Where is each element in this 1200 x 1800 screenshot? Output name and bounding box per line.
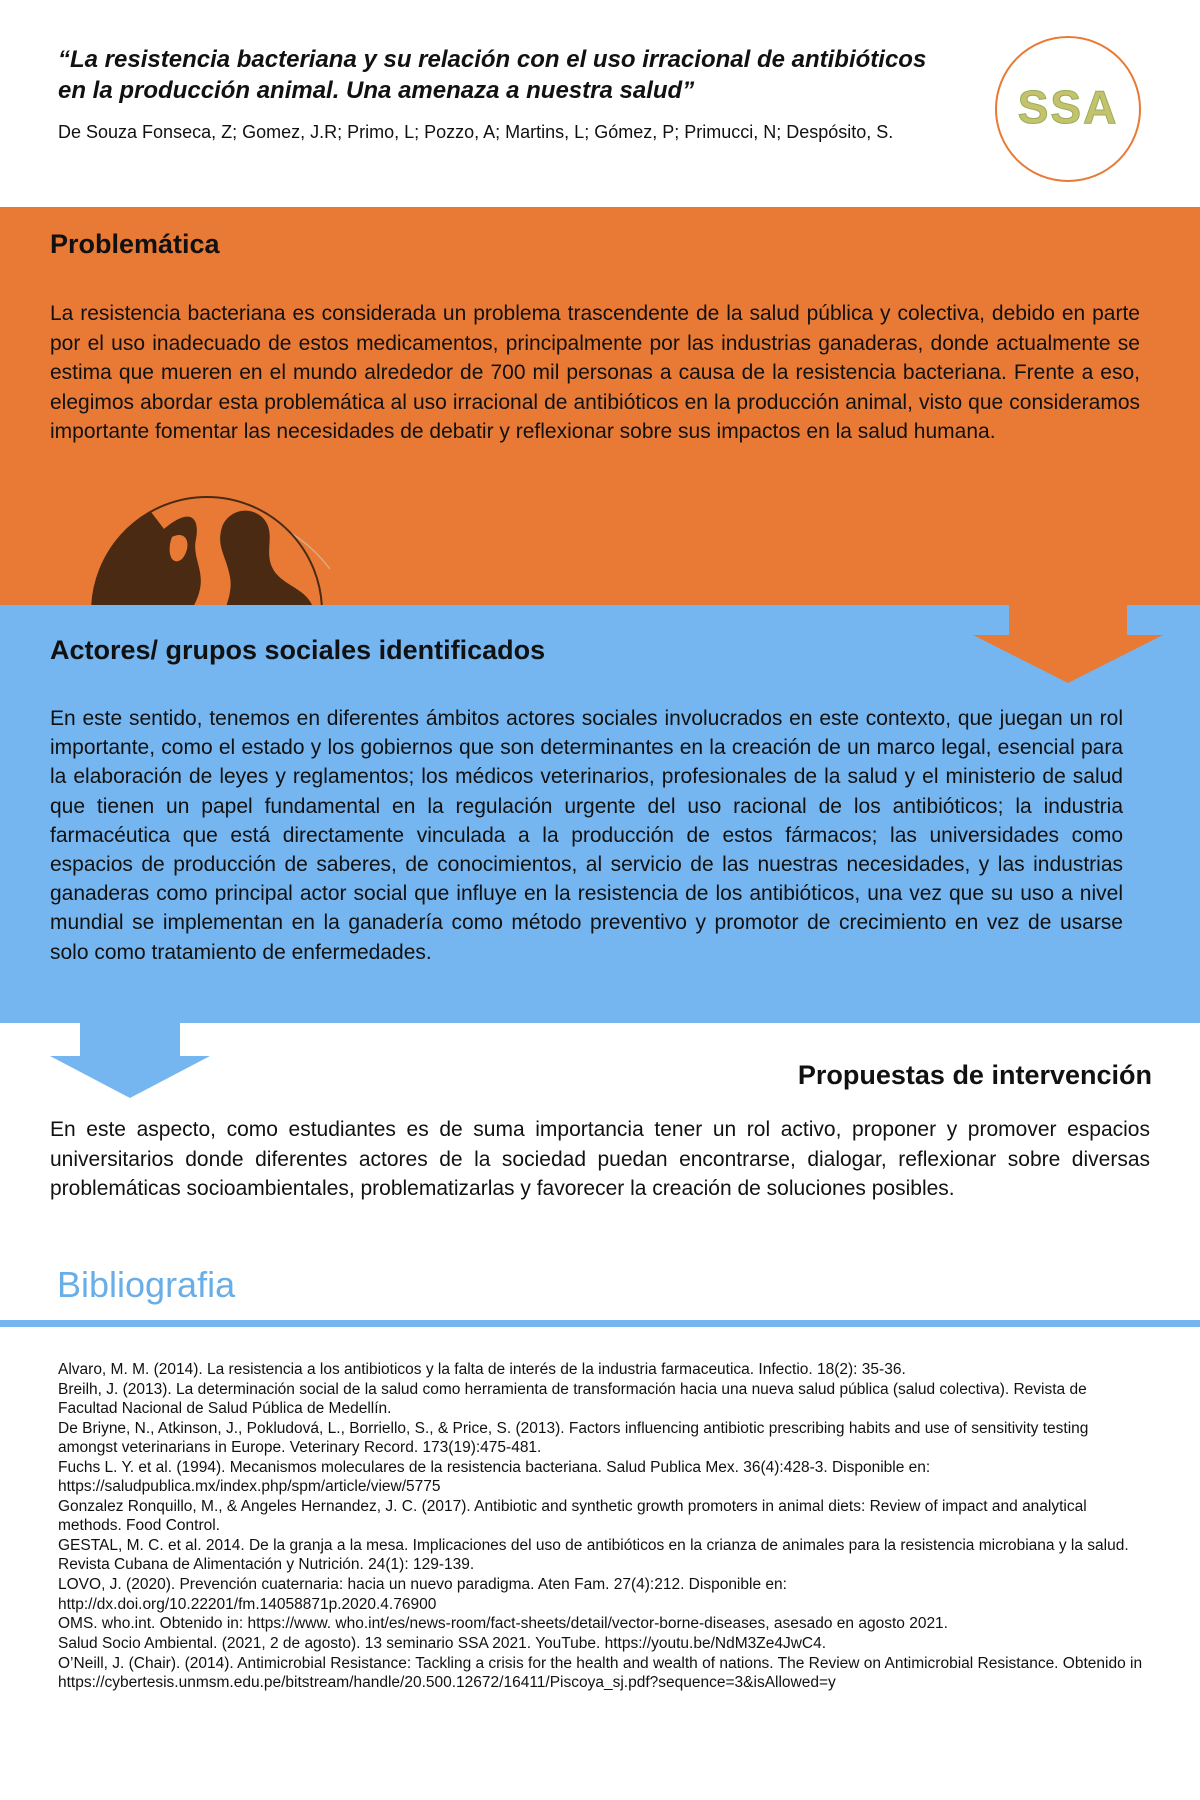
actores-title: Actores/ grupos sociales identificados <box>50 635 546 665</box>
ssa-logo <box>993 34 1143 184</box>
bibliography-item: Alvaro, M. M. (2014). La resistencia a los antibioticos y la falta de interés de la industria farmaceutica. Infectio. 18(2): 35-36. <box>58 1361 906 1378</box>
poster-title: “La resistencia bacteriana y su relación con el uso irracional de antibióticos en la producción animal. Una amenaza a nuestra salud” <box>58 46 927 104</box>
problematica-section <box>0 207 1200 605</box>
bibliography-item: De Briyne, N., Atkinson, J., Pokludová, L., Borriello, S., & Price, S. (2013). Factors influencing antibiotic prescribing habits and use of sensitivity testing amongst veterinarians in Europe. Veterinary Record. 173(19):475-481. <box>58 1419 1089 1457</box>
problematica-title: Problemática <box>50 229 220 259</box>
bibliography-item: OMS. who.int. Obtenido in: https://www. who.int/es/news-room/fact-sheets/detail/vector-borne-diseases, asesado en agosto 2021. <box>58 1615 948 1633</box>
bibliography-item: O’Neill, J. (Chair). (2014). Antimicrobial Resistance: Tackling a crisis for the health and wealth of nations. The Review on Antimicrobial Resistance. Obtenido in https://cybertesis.unmsm.edu.pe/bitstream/handle/20.500.12672/16411/Piscoya_sj.pdf?sequence=3&isAllowed=y <box>58 1654 1143 1692</box>
bibliografia-divider <box>0 1320 1200 1327</box>
bibliography-item: LOVO, J. (2020). Prevención cuaternaria: hacia un nuevo paradigma. Aten Fam. 27(4):212. Disponible en: http://dx.doi.org/10.22201/fm.14058871p.2020.4.76900 <box>58 1576 787 1613</box>
bibliografia-list <box>58 1360 1148 1693</box>
authors: De Souza Fonseca, Z; Gomez, J.R; Primo, L; Pozzo, A; Martins, L; Gómez, P; Primucci, N; Despósito, S. <box>58 122 894 142</box>
bibliography-item: Breilh, J. (2013). La determinación social de la salud como herramienta de transformación hacia una nueva salud pública (salud colectiva). Revista de Facultad Nacional de Salud Pública de Medellín. <box>58 1380 1087 1418</box>
logo-text: SSA <box>1017 81 1119 133</box>
bibliography-item: Salud Socio Ambiental. (2021, 2 de agosto). 13 seminario SSA 2021. YouTube. https://youtu.be/NdM3Ze4JwC4. <box>58 1635 827 1653</box>
bibliografia-title: Bibliografia <box>57 1264 236 1305</box>
propuestas-text: En este aspecto, como estudiantes es de suma importancia tener un rol activo, proponer y promover espacios universitarios donde diferentes actores de la sociedad puedan encontrarse, dialogar, reflexionar sobre diversas problemáticas socioambientales, problematizarlas y favorecer la creación de soluciones posibles. <box>50 1118 1150 1200</box>
ssa-logo-graphic <box>993 34 1143 184</box>
arrow-down-blue-icon <box>50 1022 210 1098</box>
bibliography-item: Gonzalez Ronquillo, M., & Angeles Hernandez, J. C. (2017). Antibiotic and synthetic growth promoters in animal diets: Review of impact and analytical methods. Food Control. <box>58 1498 1087 1535</box>
propuestas-title: Propuestas de intervención <box>797 1060 1152 1090</box>
bibliography-item: Fuchs L. Y. et al. (1994). Mecanismos moleculares de la resistencia bacteriana. Salud Publica Mex. 36(4):428-3. Disponible en: https://saludpublica.mx/index.php/spm/article/view/5775 <box>58 1458 931 1496</box>
problematica-text: La resistencia bacteriana es considerada un problema trascendente de la salud pública y colectiva, debido en parte por el uso inadecuado de estos medicamentos, principalmente por las industrias ganaderas, donde actualmente se estima que mueren en el mundo alrededor de 700 mil personas a causa de la resistencia bacteriana. Frente a eso, elegimos abordar esta problemática al uso irracional de antibióticos en la producción animal, visto que consideramos importante fomentar las necesidades de debatir y reflexionar sobre sus impactos en la salud humana. <box>50 302 1140 443</box>
bibliography-item: GESTAL, M. C. et al. 2014. De la granja a la mesa. Implicaciones del uso de antibióticos en la crianza de animales para la resistencia microbiana y la salud. Revista Cubana de Alimentación y Nutrición. 24(1): 129-139. <box>58 1537 1129 1574</box>
globe-icon <box>72 477 342 605</box>
actores-text: En este sentido, tenemos en diferentes ámbitos actores sociales involucrados en este contexto, que juegan un rol importante, como el estado y los gobiernos que son determinantes en la creación de un marco legal, esencial para la elaboración de leyes y reglamentos; los médicos veterinarios, profesionales de la salud y el ministerio de salud que tienen un papel fundamental en la regulación urgente del uso racional de los antibióticos; la industria farmacéutica que está directamente vinculada a la producción de estos fármacos; las universidades como espacios de producción de saberes, de conocimientos, al servicio de las nuestras necesidades, y las industrias ganaderas como principal actor social que influye en la resistencia de los antibióticos, una vez que su uso a nivel mundial se implementan en la ganadería como método preventivo y promotor de crecimiento en vez de usarse solo como tratamiento de enfermedades. <box>50 707 1123 964</box>
arrow-down-orange-icon <box>973 603 1163 683</box>
